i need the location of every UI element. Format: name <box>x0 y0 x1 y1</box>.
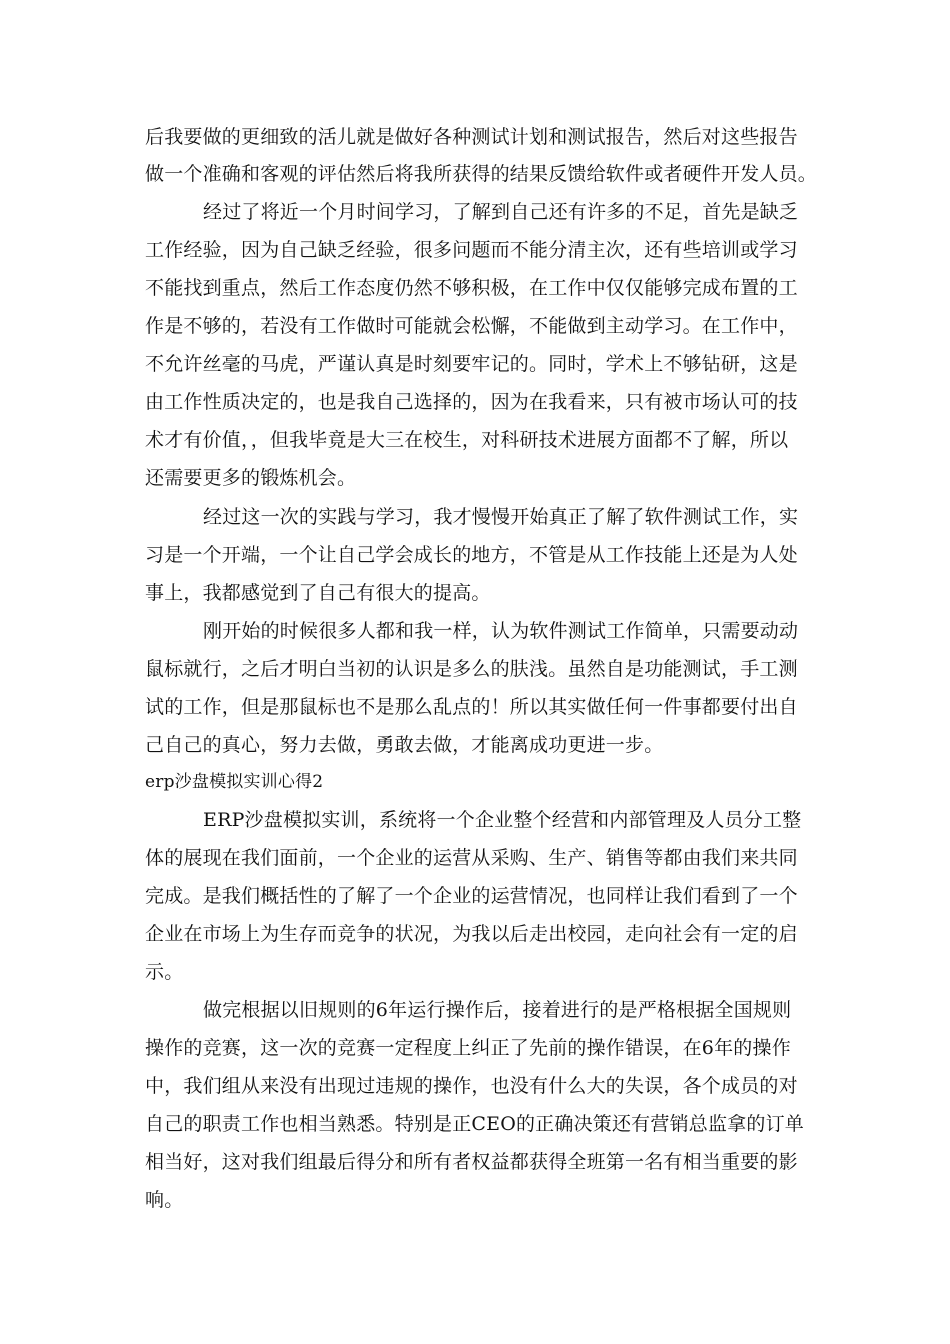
text-line: 还需要更多的锻炼机会。 <box>145 467 357 489</box>
text-line: 己自己的真心，努力去做，勇敢去做，才能离成功更进一步。 <box>145 734 664 756</box>
text-line: 自己的职责工作也相当熟悉。特别是正CEO的正确决策还有营销总监拿的订单 <box>145 1113 804 1135</box>
text-line: 不能找到重点，然后工作态度仍然不够积极，在工作中仅仅能够完成布置的工 <box>145 277 798 299</box>
text-line: 试的工作，但是那鼠标也不是那么乱点的！所以其实做任何一件事都要付出自 <box>145 696 798 718</box>
text-line: 完成。是我们概括性的了解了一个企业的运营情况，也同样让我们看到了一个 <box>145 885 798 907</box>
paragraph-first-line: 经过这一次的实践与学习，我才慢慢开始真正了解了软件测试工作，实 <box>203 506 799 528</box>
text-line: 后我要做的更细致的活儿就是做好各种测试计划和测试报告，然后对这些报告 <box>145 126 798 148</box>
paragraph-first-line: 做完根据以旧规则的6年运行操作后，接着进行的是严格根据全国规则 <box>203 999 792 1021</box>
paragraph-first-line: ERP沙盘模拟实训，系统将一个企业整个经营和内部管理及人员分工整 <box>203 809 802 831</box>
text-line: 鼠标就行，之后才明白当初的认识是多么的肤浅。虽然自是功能测试，手工测 <box>145 658 798 680</box>
text-line: 做一个准确和客观的评估然后将我所获得的结果反馈给软件或者硬件开发人员。 <box>145 163 818 185</box>
text-line: 企业在市场上为生存而竞争的状况，为我以后走出校园，走向社会有一定的启 <box>145 923 798 945</box>
text-line: 示。 <box>145 961 184 983</box>
section-heading: erp沙盘模拟实训心得2 <box>145 772 324 792</box>
paragraph-first-line: 经过了将近一个月时间学习，了解到自己还有许多的不足，首先是缺乏 <box>203 201 799 223</box>
text-line: 不允许丝毫的马虎，严谨认真是时刻要牢记的。同时，学术上不够钻研，这是 <box>145 353 798 375</box>
text-line: 事上，我都感觉到了自己有很大的提高。 <box>145 582 491 604</box>
text-line: 操作的竞赛，这一次的竞赛一定程度上纠正了先前的操作错误，在6年的操作 <box>145 1037 791 1059</box>
text-line: 术才有价值，，但我毕竟是大三在校生，对科研技术进展方面都不了解，所以 <box>145 429 789 451</box>
text-line: 相当好，这对我们组最后得分和所有者权益都获得全班第一名有相当重要的影 <box>145 1151 798 1173</box>
text-line: 响。 <box>145 1189 184 1211</box>
text-line: 体的展现在我们面前，一个企业的运营从采购、生产、销售等都由我们来共同 <box>145 847 798 869</box>
text-line: 工作经验，因为自己缺乏经验，很多问题而不能分清主次，还有些培训或学习 <box>145 239 798 261</box>
paragraph-first-line: 刚开始的时候很多人都和我一样，认为软件测试工作简单，只需要动动 <box>203 620 799 642</box>
text-line: 中，我们组从来没有出现过违规的操作，也没有什么大的失误，各个成员的对 <box>145 1075 798 1097</box>
text-line: 作是不够的，若没有工作做时可能就会松懈，不能做到主动学习。在工作中， <box>145 315 798 337</box>
text-line: 习是一个开端，一个让自己学会成长的地方，不管是从工作技能上还是为人处 <box>145 544 798 566</box>
text-line: 由工作性质决定的，也是我自己选择的，因为在我看来，只有被市场认可的技 <box>145 391 798 413</box>
